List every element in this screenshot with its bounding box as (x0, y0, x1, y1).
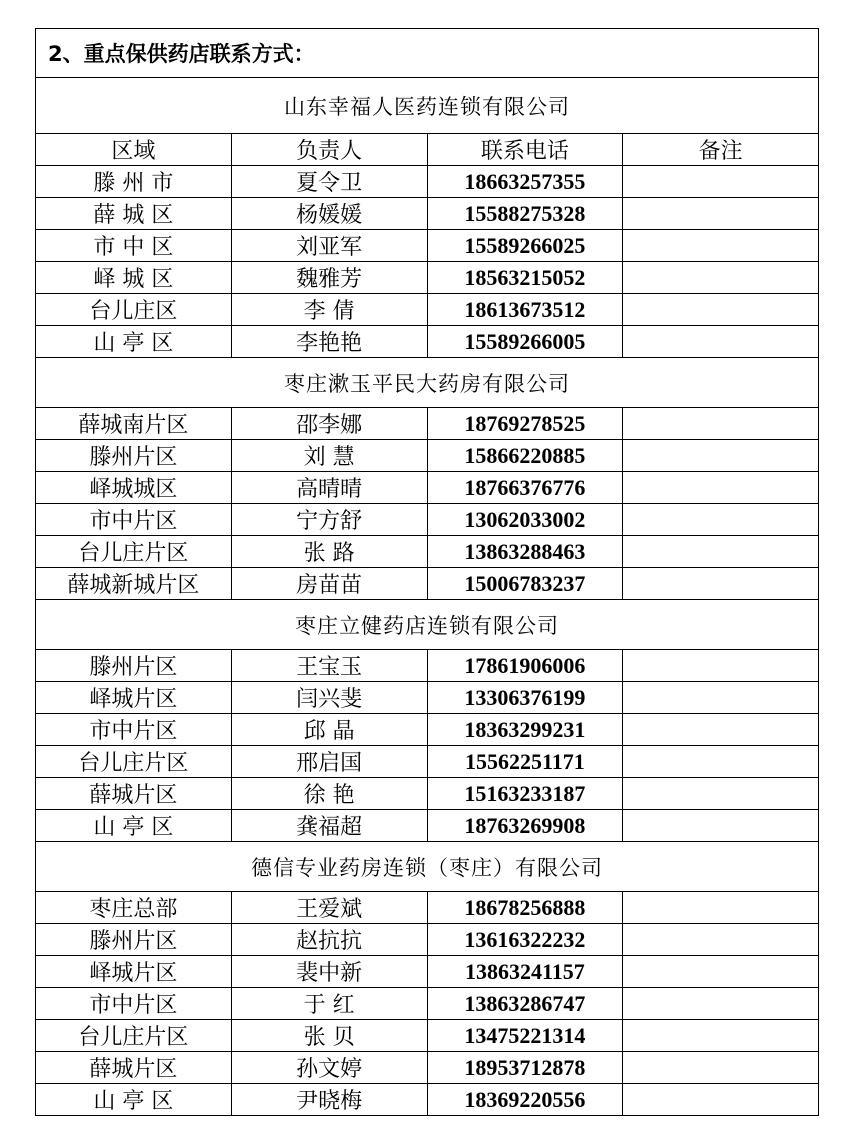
phone-cell: 18663257355 (427, 166, 623, 198)
company-row (36, 78, 819, 134)
note-cell (623, 778, 819, 810)
region-cell: 峄城片区 (36, 682, 232, 714)
note-cell (623, 810, 819, 842)
person-cell: 刘 慧 (231, 440, 427, 472)
region-cell: 山 亭 区 (36, 326, 232, 358)
phone-cell: 18769278525 (427, 408, 623, 440)
region-cell: 滕 州 市 (36, 166, 232, 198)
company-row (36, 600, 819, 650)
person-cell: 裴中新 (231, 956, 427, 988)
phone-cell: 18563215052 (427, 262, 623, 294)
table-row (36, 924, 819, 956)
phone-cell: 13863288463 (427, 536, 623, 568)
region-cell: 滕州片区 (36, 650, 232, 682)
phone-cell: 13863241157 (427, 956, 623, 988)
header-person: 负责人 (231, 134, 427, 166)
region-cell: 市中片区 (36, 504, 232, 536)
region-cell: 峄城城区 (36, 472, 232, 504)
table-row (36, 714, 819, 746)
region-cell: 滕州片区 (36, 440, 232, 472)
note-cell (623, 440, 819, 472)
region-cell: 山 亭 区 (36, 810, 232, 842)
table-row (36, 682, 819, 714)
region-cell: 市 中 区 (36, 230, 232, 262)
region-cell: 薛城新城片区 (36, 568, 232, 600)
person-cell: 李 倩 (231, 294, 427, 326)
table-row (36, 1020, 819, 1052)
note-cell (623, 326, 819, 358)
person-cell: 夏令卫 (231, 166, 427, 198)
phone-cell: 18363299231 (427, 714, 623, 746)
section-title: 2、重点保供药店联系方式： (36, 29, 819, 78)
person-cell: 邱 晶 (231, 714, 427, 746)
phone-cell: 15866220885 (427, 440, 623, 472)
person-cell: 房苗苗 (231, 568, 427, 600)
region-cell: 市中片区 (36, 988, 232, 1020)
note-cell (623, 746, 819, 778)
header-note: 备注 (623, 134, 819, 166)
person-cell: 于 红 (231, 988, 427, 1020)
region-cell: 台儿庄片区 (36, 746, 232, 778)
note-cell (623, 988, 819, 1020)
region-cell: 台儿庄区 (36, 294, 232, 326)
phone-cell: 13863286747 (427, 988, 623, 1020)
table-row (36, 778, 819, 810)
table-row (36, 1084, 819, 1116)
note-cell (623, 504, 819, 536)
note-cell (623, 198, 819, 230)
table-row (36, 326, 819, 358)
note-cell (623, 650, 819, 682)
region-cell: 薛城片区 (36, 778, 232, 810)
region-cell: 薛 城 区 (36, 198, 232, 230)
column-header-row (36, 134, 819, 166)
person-cell: 杨媛媛 (231, 198, 427, 230)
title-row (36, 29, 819, 78)
company-name: 枣庄漱玉平民大药房有限公司 (36, 358, 819, 408)
company-name: 德信专业药房连锁（枣庄）有限公司 (36, 842, 819, 892)
person-cell: 邵李娜 (231, 408, 427, 440)
table-body (36, 29, 819, 1116)
phone-cell: 13062033002 (427, 504, 623, 536)
phone-cell: 13475221314 (427, 1020, 623, 1052)
table-row (36, 294, 819, 326)
phone-cell: 18678256888 (427, 892, 623, 924)
table-row (36, 472, 819, 504)
phone-cell: 15163233187 (427, 778, 623, 810)
person-cell: 高晴晴 (231, 472, 427, 504)
person-cell: 邢启国 (231, 746, 427, 778)
phone-cell: 13306376199 (427, 682, 623, 714)
table-row (36, 956, 819, 988)
note-cell (623, 408, 819, 440)
phone-cell: 18613673512 (427, 294, 623, 326)
table-row (36, 650, 819, 682)
table-row (36, 166, 819, 198)
table-row (36, 536, 819, 568)
table-row (36, 198, 819, 230)
note-cell (623, 892, 819, 924)
phone-cell: 18763269908 (427, 810, 623, 842)
person-cell: 尹晓梅 (231, 1084, 427, 1116)
company-name: 枣庄立健药店连锁有限公司 (36, 600, 819, 650)
phone-cell: 18766376776 (427, 472, 623, 504)
table-row (36, 746, 819, 778)
note-cell (623, 472, 819, 504)
region-cell: 薛城片区 (36, 1052, 232, 1084)
table-row (36, 810, 819, 842)
person-cell: 赵抗抗 (231, 924, 427, 956)
header-phone: 联系电话 (427, 134, 623, 166)
person-cell: 王宝玉 (231, 650, 427, 682)
table-row (36, 568, 819, 600)
note-cell (623, 1020, 819, 1052)
note-cell (623, 1084, 819, 1116)
note-cell (623, 924, 819, 956)
person-cell: 刘亚军 (231, 230, 427, 262)
person-cell: 徐 艳 (231, 778, 427, 810)
table-row (36, 988, 819, 1020)
person-cell: 闫兴斐 (231, 682, 427, 714)
region-cell: 枣庄总部 (36, 892, 232, 924)
person-cell: 龚福超 (231, 810, 427, 842)
table-row (36, 892, 819, 924)
phone-cell: 17861906006 (427, 650, 623, 682)
person-cell: 王爱斌 (231, 892, 427, 924)
note-cell (623, 956, 819, 988)
region-cell: 峄 城 区 (36, 262, 232, 294)
table-row (36, 440, 819, 472)
company-row (36, 358, 819, 408)
person-cell: 张 贝 (231, 1020, 427, 1052)
header-region: 区域 (36, 134, 232, 166)
region-cell: 山 亭 区 (36, 1084, 232, 1116)
company-name: 山东幸福人医药连锁有限公司 (36, 78, 819, 134)
table-row (36, 262, 819, 294)
table-row (36, 504, 819, 536)
person-cell: 孙文婷 (231, 1052, 427, 1084)
note-cell (623, 536, 819, 568)
note-cell (623, 1052, 819, 1084)
company-row (36, 842, 819, 892)
table-row (36, 1052, 819, 1084)
note-cell (623, 714, 819, 746)
note-cell (623, 230, 819, 262)
region-cell: 滕州片区 (36, 924, 232, 956)
phone-cell: 18953712878 (427, 1052, 623, 1084)
phone-cell: 15589266025 (427, 230, 623, 262)
note-cell (623, 166, 819, 198)
pharmacy-contact-table (35, 28, 819, 1116)
phone-cell: 15588275328 (427, 198, 623, 230)
phone-cell: 15589266005 (427, 326, 623, 358)
region-cell: 峄城片区 (36, 956, 232, 988)
region-cell: 台儿庄片区 (36, 1020, 232, 1052)
table-row (36, 230, 819, 262)
phone-cell: 15562251171 (427, 746, 623, 778)
note-cell (623, 262, 819, 294)
phone-cell: 18369220556 (427, 1084, 623, 1116)
table-row (36, 408, 819, 440)
note-cell (623, 682, 819, 714)
phone-cell: 15006783237 (427, 568, 623, 600)
person-cell: 魏雅芳 (231, 262, 427, 294)
region-cell: 台儿庄片区 (36, 536, 232, 568)
person-cell: 李艳艳 (231, 326, 427, 358)
person-cell: 宁方舒 (231, 504, 427, 536)
phone-cell: 13616322232 (427, 924, 623, 956)
region-cell: 薛城南片区 (36, 408, 232, 440)
note-cell (623, 568, 819, 600)
region-cell: 市中片区 (36, 714, 232, 746)
person-cell: 张 路 (231, 536, 427, 568)
note-cell (623, 294, 819, 326)
